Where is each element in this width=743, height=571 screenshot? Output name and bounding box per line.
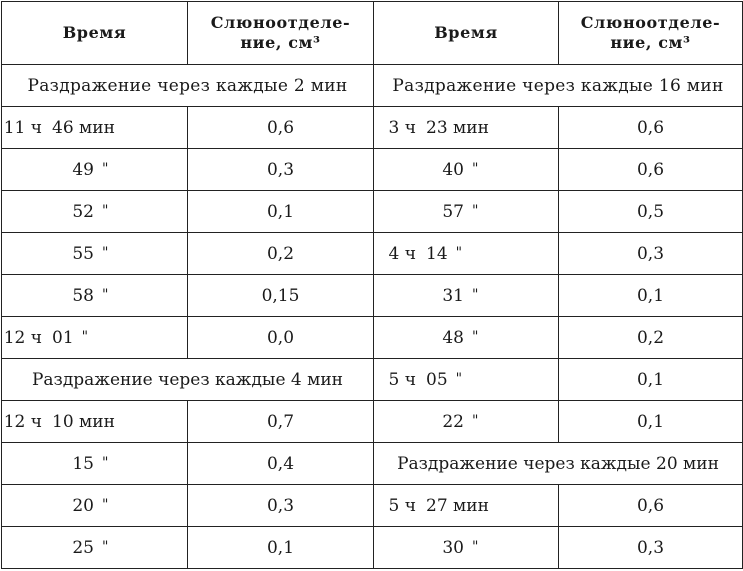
time-cell [374,149,559,191]
time-cell [374,485,559,527]
ditto-mark: " [472,539,479,555]
time-minute: 58 [72,286,94,306]
time-minute: 15 [72,454,94,474]
ditto-mark: " [472,287,479,303]
header-salivation-right [559,2,743,65]
time-cell [2,443,188,485]
time-hour: 4 ч [388,244,416,264]
table-row [2,65,743,107]
time-minute: 55 [72,244,94,264]
time-cell [374,401,559,443]
ditto-mark: " [472,161,479,177]
time-minute: 52 [72,202,94,222]
table-row [2,485,743,527]
ditto-mark: " [102,287,109,303]
time-minute: 23 мин [426,117,489,138]
value-cell: 0,6 [188,107,374,149]
value-cell: 0,15 [188,275,374,317]
value-cell: 0,3 [188,485,374,527]
section-label: Раздражение через каждые 2 мин [2,65,374,107]
section-label: Раздражение через каждые 20 мин [374,443,743,485]
table-row [2,443,743,485]
value-cell: 0,6 [559,149,743,191]
time-minute: 01 [52,328,74,348]
time-cell [374,191,559,233]
time-hour: 5 ч [388,495,416,516]
time-minute: 49 [72,160,94,180]
time-minute: 05 [426,370,448,390]
header-time-right: Время [374,2,559,65]
time-cell [2,233,188,275]
ditto-mark: " [102,203,109,219]
value-cell: 0,3 [559,233,743,275]
value-cell: 0,1 [188,527,374,569]
ditto-mark: " [102,539,109,555]
value-cell: 0,1 [559,401,743,443]
table-row [2,275,743,317]
time-cell [2,527,188,569]
time-cell [374,527,559,569]
table-row [2,527,743,569]
time-hour: 12 ч [3,328,42,348]
salivation-table [1,1,743,569]
time-minute: 57 [442,202,464,222]
ditto-mark: " [102,245,109,261]
table-row [2,107,743,149]
table-row [2,359,743,401]
value-cell: 0,1 [559,275,743,317]
header-row [2,2,743,65]
time-hour: 11 ч [3,117,42,138]
time-minute: 25 [72,538,94,558]
time-minute: 46 мин [52,117,115,138]
ditto-mark: " [102,497,109,513]
ditto-mark: " [455,371,463,387]
time-cell [2,401,188,443]
time-minute: 31 [442,286,464,306]
ditto-mark: " [102,455,109,471]
header-time-left: Время [2,2,188,65]
header-salivation-left [188,2,374,65]
time-minute: 40 [442,160,464,180]
value-cell: 0,2 [559,317,743,359]
time-minute: 14 [426,244,448,264]
value-cell: 0,4 [188,443,374,485]
value-cell: 0,3 [188,149,374,191]
time-hour: 3 ч [388,117,416,138]
value-cell: 0,0 [188,317,374,359]
time-hour: 5 ч [388,370,416,390]
time-cell [374,233,559,275]
table-row [2,149,743,191]
ditto-mark: " [81,329,89,345]
time-cell [2,317,188,359]
value-cell: 0,6 [559,485,743,527]
ditto-mark: " [472,203,479,219]
ditto-mark: " [455,245,463,261]
time-cell [2,275,188,317]
table-row [2,191,743,233]
time-cell [374,317,559,359]
time-minute: 20 [72,496,94,516]
value-cell: 0,7 [188,401,374,443]
time-cell [2,191,188,233]
ditto-mark: " [102,161,109,177]
table-row [2,401,743,443]
time-minute: 10 мин [52,411,115,432]
header-salivation-line1: Слюноотделе- [580,13,721,32]
header-salivation-line2: ние, см³ [610,33,691,52]
time-cell [374,107,559,149]
time-cell [374,359,559,401]
ditto-mark: " [472,329,479,345]
time-cell [2,485,188,527]
value-cell: 0,2 [188,233,374,275]
value-cell: 0,6 [559,107,743,149]
ditto-mark: " [472,413,479,429]
time-cell [374,275,559,317]
section-label: Раздражение через каждые 16 мин [374,65,743,107]
value-cell: 0,1 [188,191,374,233]
time-cell [2,107,188,149]
time-hour: 12 ч [3,411,42,432]
value-cell: 0,5 [559,191,743,233]
header-salivation-line1: Слюноотделе- [210,13,351,32]
section-label: Раздражение через каждые 4 мин [2,359,374,401]
table-row [2,317,743,359]
time-minute: 22 [442,412,464,432]
value-cell: 0,3 [559,527,743,569]
time-cell [2,149,188,191]
time-minute: 30 [442,538,464,558]
value-cell: 0,1 [559,359,743,401]
time-minute: 27 мин [426,495,489,516]
table-row [2,233,743,275]
header-salivation-line2: ние, см³ [240,33,321,52]
time-minute: 48 [442,328,464,348]
